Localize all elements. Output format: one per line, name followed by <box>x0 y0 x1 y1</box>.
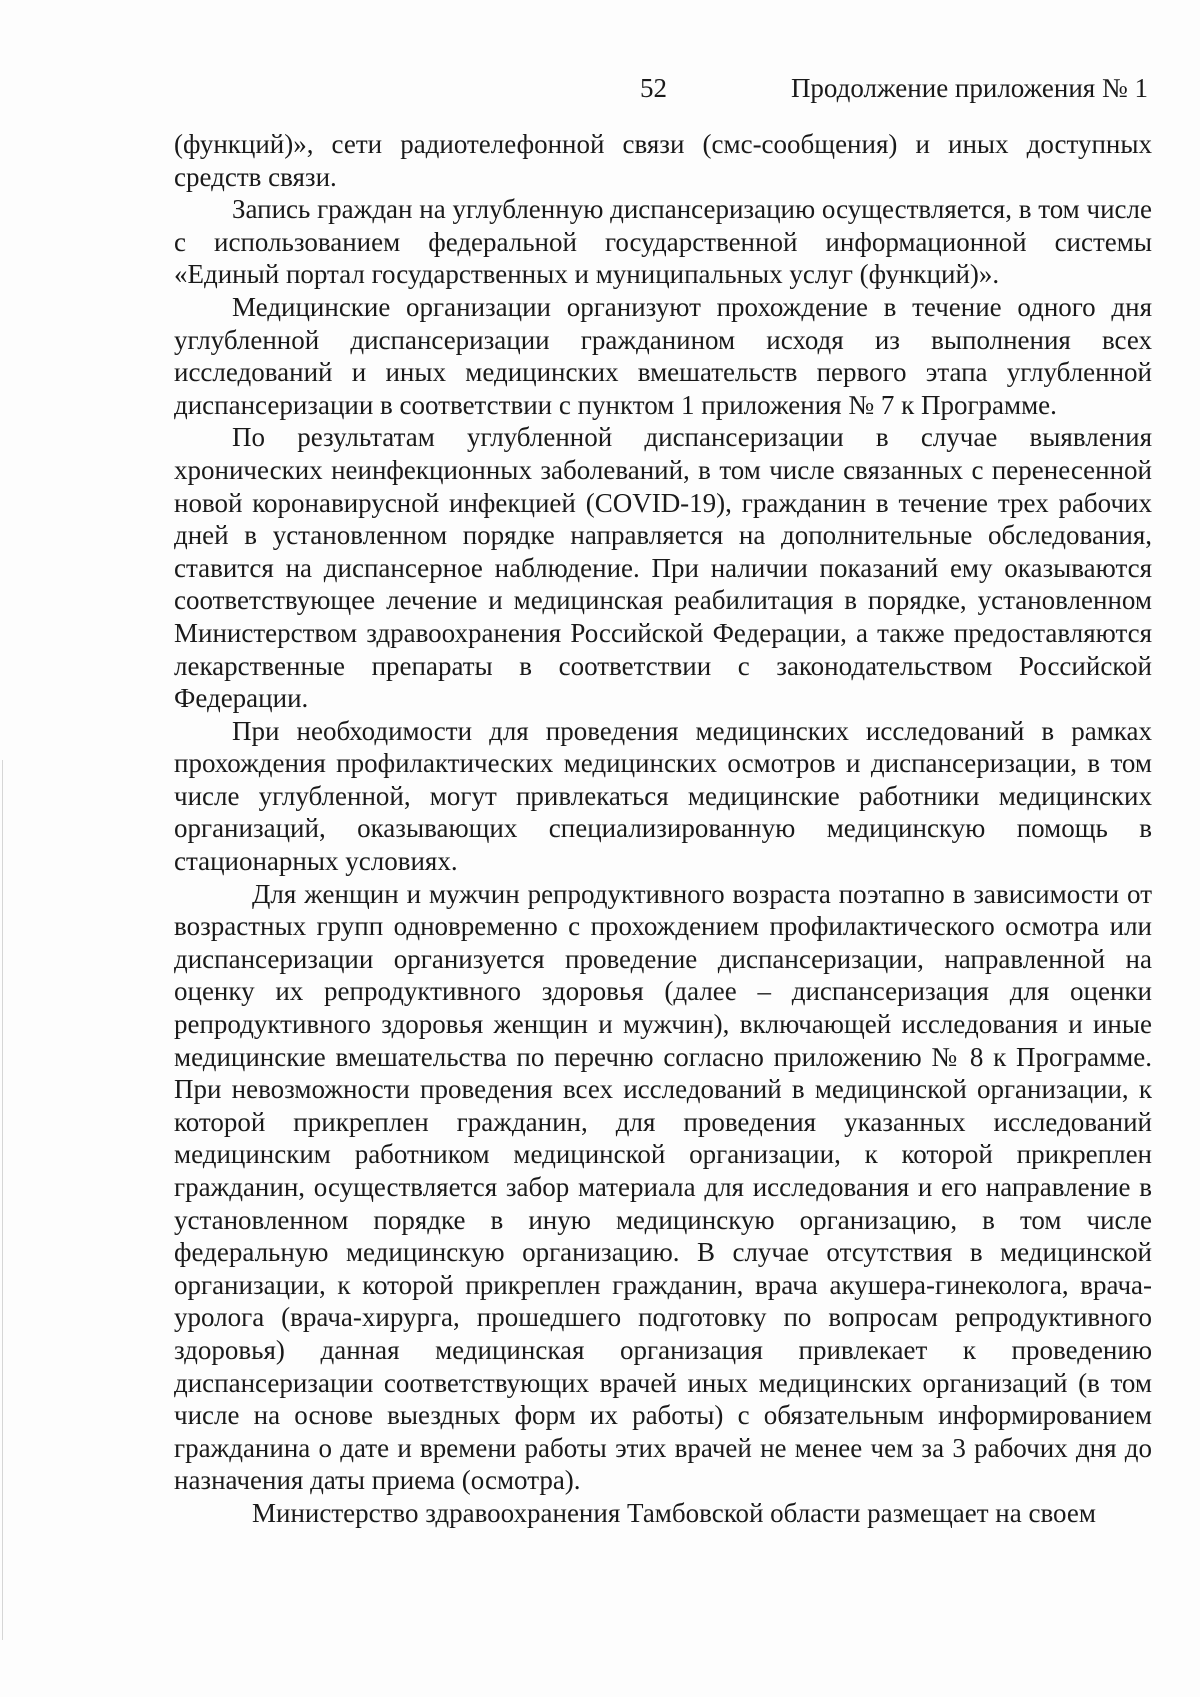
paragraph-5: При необходимости для проведения медицинских исследований в рамках прохождения профилактических медицинских осмотров и диспансеризации, в том числе углубленной, могут привлекаться медицинские работники медицинских организаций, оказывающих специализированную медицинскую помощь в стационарных условиях. <box>174 715 1152 877</box>
paragraph-7: Министерство здравоохранения Тамбовской области размещает на своем <box>252 1497 1096 1528</box>
scan-edge-line <box>2 760 3 1640</box>
page-number: 52 <box>640 73 667 103</box>
paragraph-3: Медицинские организации организуют прохождение в течение одного дня углубленной диспансеризации гражданином исходя из выполнения всех исследований и иных медицинских вмешательств первого этапа углубленной диспансеризации в соответствии с пунктом 1 приложения № 7 к Программе. <box>174 291 1152 420</box>
paragraph-1: (функций)», сети радиотелефонной связи (смс-сообщения) и иных доступных средств связи. <box>174 129 1152 192</box>
paragraph-6: Для женщин и мужчин репродуктивного возраста поэтапно в зависимости от возрастных групп одновременно с прохождением профилактического осмотра или диспансеризации организуется проведение диспансеризации, направленной на оценку их репродуктивного здоровья (далее – диспансеризация для оценки репродуктивного здоровья женщин и мужчин), включающей исследования и иные медицинские вмешательства по перечню согласно приложению № 8 к Программе. При невозможности проведения всех исследований в медицинской организации, к которой прикреплен гражданин, для проведения указанных исследований медицинским работником медицинской организации, к которой прикреплен гражданин, осуществляется забор материала для исследования и его направление в установленном порядке в иную медицинскую организацию, в том числе федеральную медицинскую организацию. В случае отсутствия в медицинской организации, к которой прикреплен гражданин, врача акушера-гинеколога, врача-уролога (врача-хирурга, прошедшего подготовку по вопросам репродуктивного здоровья) данная медицинская организация привлекает к проведению диспансеризации соответствующих врачей иных медицинских организаций (в том числе на основе выездных форм их работы) с обязательным информированием гражданина о дате и времени работы этих врачей не менее чем за 3 рабочих дня до назначения даты приема (осмотра). <box>174 878 1152 1496</box>
appendix-continuation-note: Продолжение приложения № 1 <box>790 73 1148 103</box>
page-header <box>0 70 1200 110</box>
paragraph-2: Запись граждан на углубленную диспансеризацию осуществляется, в том числе с использованием федеральной государственной информационной системы «Единый портал государственных и муниципальных услуг (функций)». <box>174 194 1152 290</box>
document-body <box>174 128 1152 1530</box>
paragraph-4: По результатам углубленной диспансеризации в случае выявления хронических неинфекционных заболеваний, в том числе связанных с перенесенной новой коронавирусной инфекцией (COVID-19), гражданин в течение трех рабочих дней в установленном порядке направляется на дополнительные обследования, ставится на диспансерное наблюдение. При наличии показаний ему оказываются соответствующее лечение и медицинская реабилитация в порядке, установленном Министерством здравоохранения Российской Федерации, а также предоставляются лекарственные препараты в соответствии с законодательством Российской Федерации. <box>174 422 1152 714</box>
